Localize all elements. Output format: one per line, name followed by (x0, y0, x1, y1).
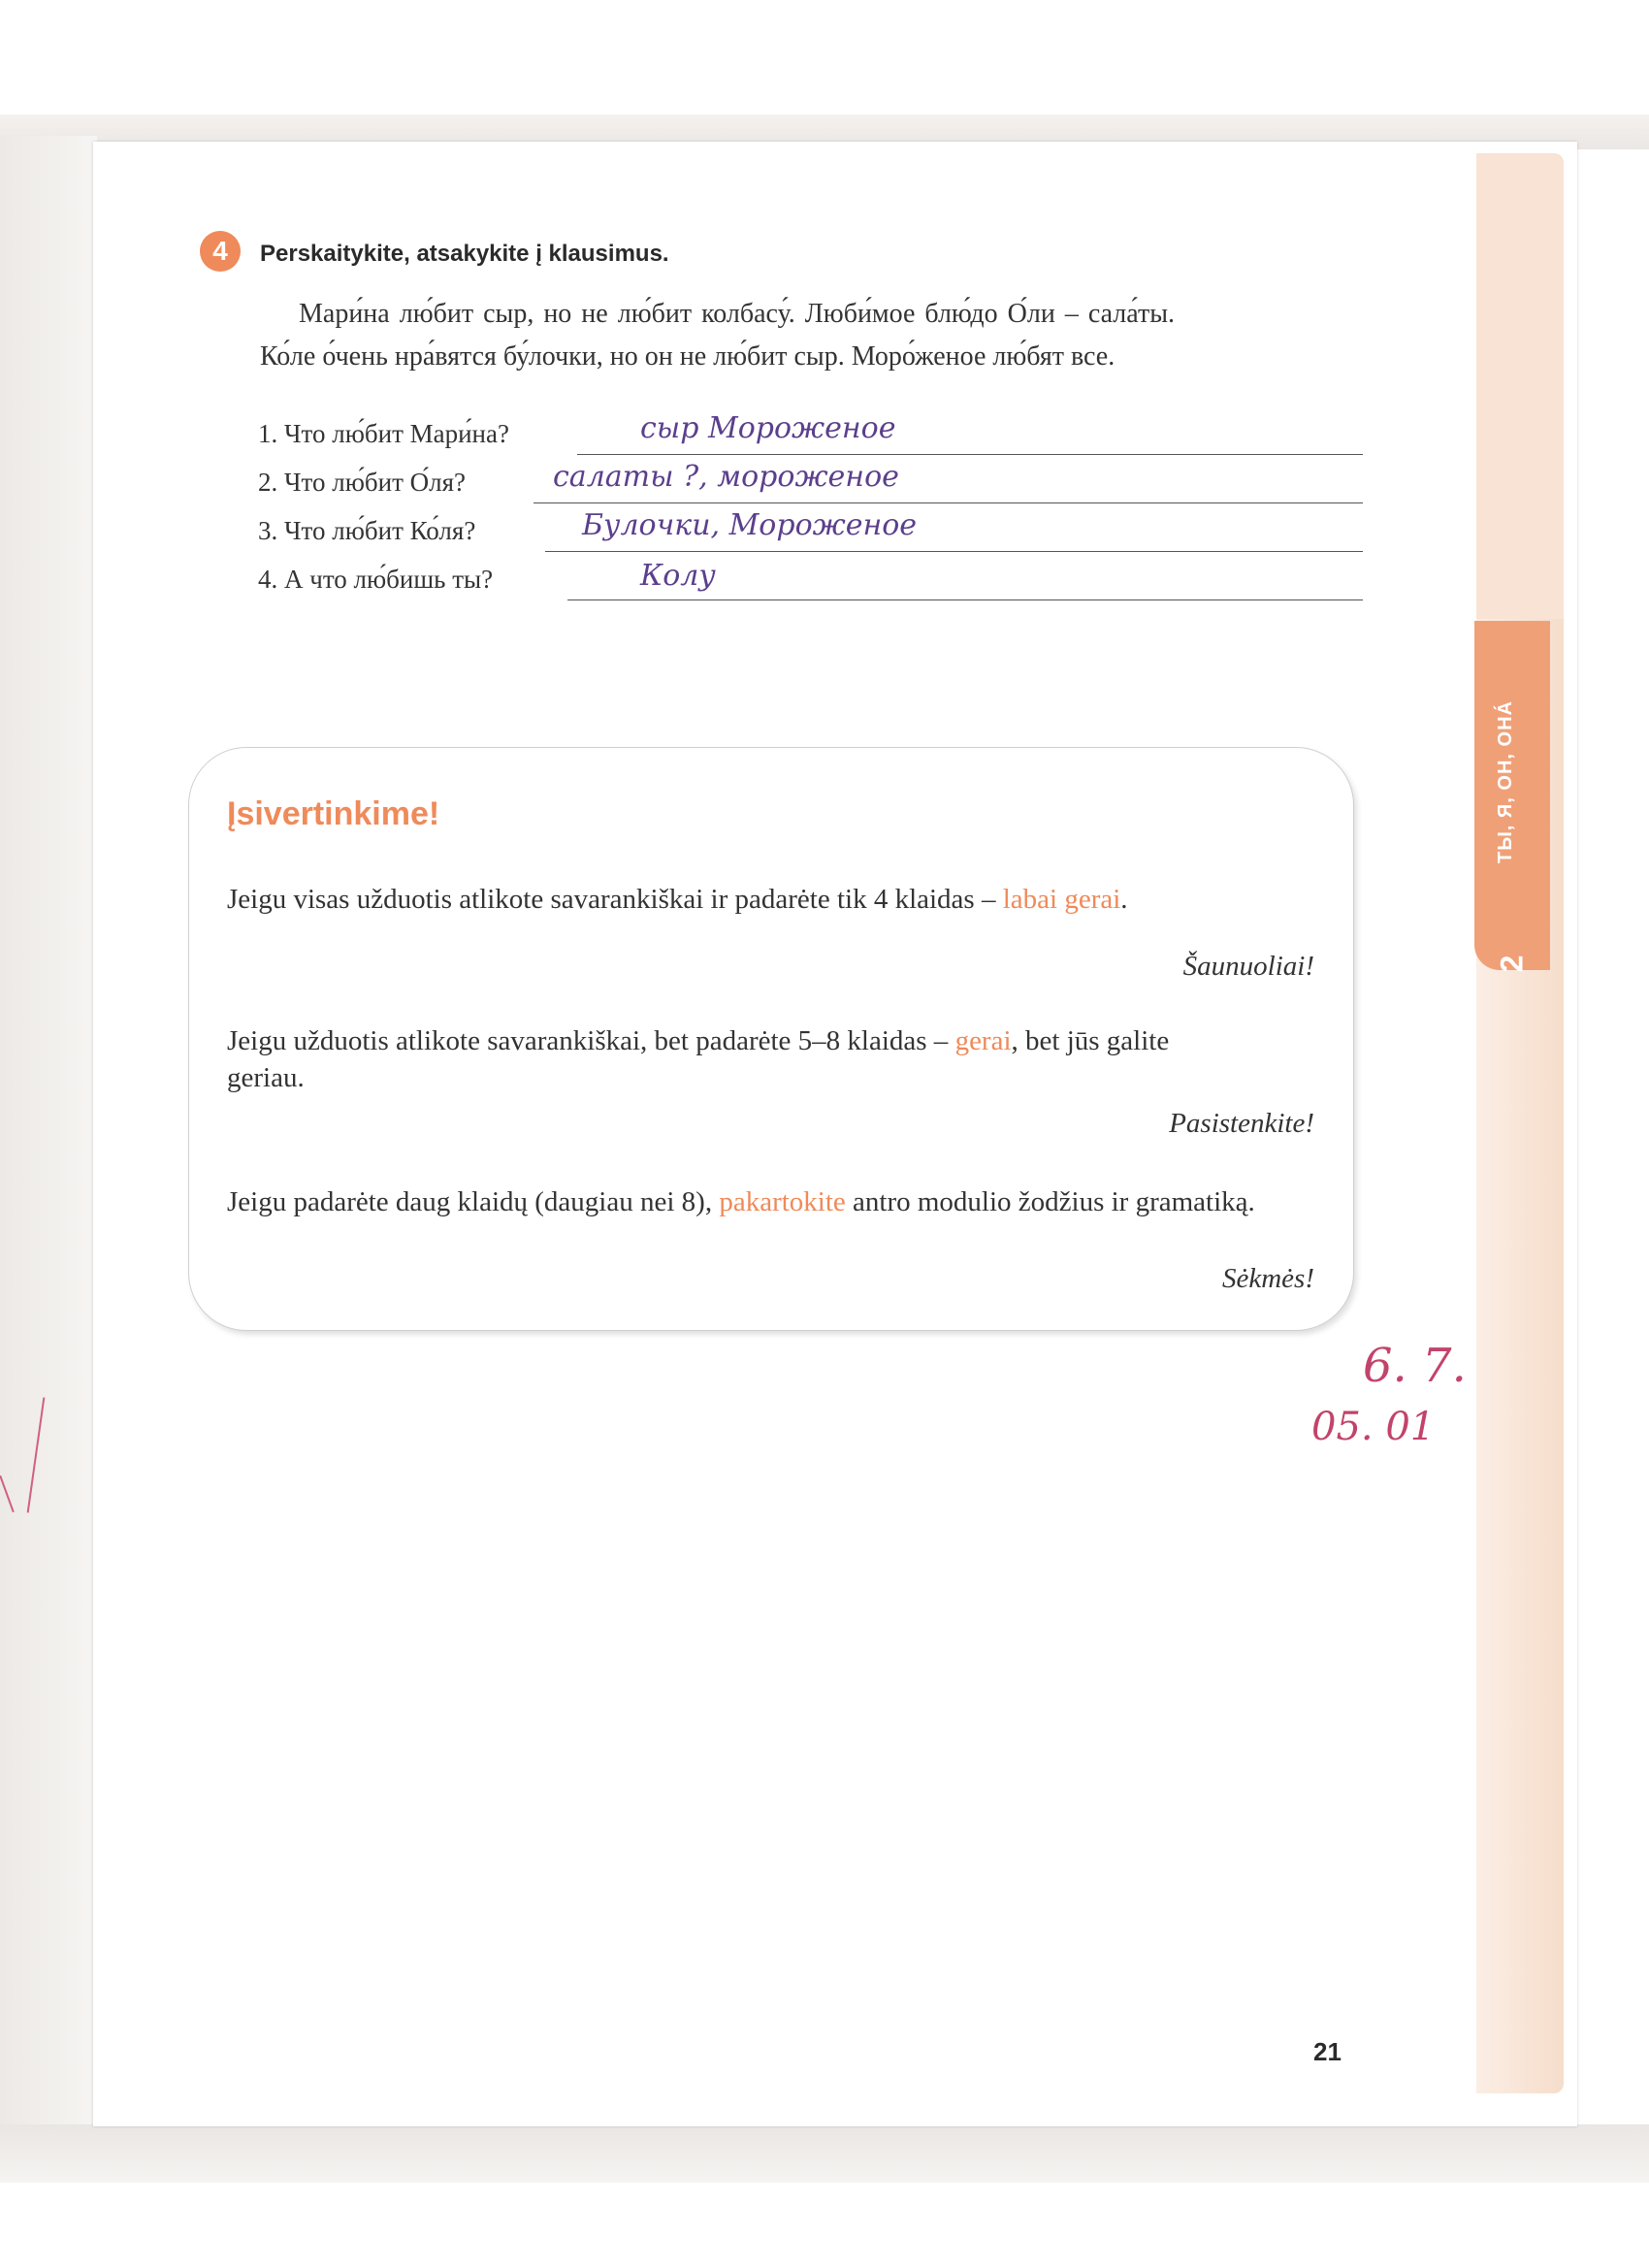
exercise-number-badge: 4 (200, 231, 241, 272)
self-evaluation-title: Įsivertinkime! (227, 795, 440, 832)
evaluation-text-part: , bet jūs galite geriau. (227, 1025, 1170, 1093)
evaluation-text (227, 1022, 1197, 1096)
answer-line (567, 599, 1363, 600)
evaluation-highlight: pakartokite (719, 1186, 846, 1217)
exercise-instruction: Perskaitykite, atsakykite į klausimus. (260, 241, 669, 267)
evaluation-sign: Šaunuoliai! (1182, 951, 1314, 982)
answer-line (577, 454, 1363, 455)
evaluation-text-part: Jeigu visas užduotis atlikote savarankiškai ir padarėte tik 4 klaidas – (227, 884, 1003, 915)
scan-edge-bottom (0, 2124, 1649, 2183)
teacher-grade-date: 05. 01 (1311, 1405, 1436, 1449)
handwritten-answer: Колу (640, 559, 716, 593)
teacher-grade: 6. 7. (1363, 1339, 1467, 1393)
evaluation-highlight: labai gerai (1002, 884, 1121, 915)
question-label: 3. Что лю́бит Ко́ля? (258, 516, 476, 545)
page-number: 21 (1313, 2037, 1342, 2066)
side-band-upper (1476, 153, 1564, 619)
question-label: 4. А что лю́бишь ты? (258, 565, 494, 594)
handwritten-answer: Булочки, Мороженое (582, 508, 918, 542)
question-label: 2. Что лю́бит О́ля? (258, 468, 466, 497)
chapter-tab-label: ТЫ, Я, ОН, ОНА́ (1495, 700, 1516, 863)
evaluation-text-part: Jeigu užduotis atlikote savarankiškai, bet padarėte 5–8 klaidas – (227, 1025, 955, 1056)
evaluation-sign: Sėkmės! (1221, 1263, 1314, 1294)
passage-line: Ко́ле о́чень нра́вятся бу́лочки, но он не лю́бит сыр. Моро́женое лю́бят все. (260, 341, 1116, 372)
evaluation-text (227, 881, 1313, 918)
evaluation-text-part: . (1120, 884, 1128, 915)
evaluation-sign: Pasistenkite! (1169, 1108, 1314, 1139)
scan-edge-left (0, 136, 97, 2134)
reading-passage (260, 293, 1375, 378)
evaluation-highlight: gerai (954, 1025, 1012, 1056)
passage-line: Мари́на лю́бит сыр, но не лю́бит колбасу́. Люби́мое блю́до О́ли – сала́ты. (299, 299, 1176, 329)
answer-line (534, 502, 1363, 503)
chapter-tab-number: 2 (1494, 955, 1530, 973)
handwritten-answer: сыр Мороженое (640, 411, 896, 445)
evaluation-text-part: Jeigu padarėte daug klaidų (daugiau nei 8), (227, 1186, 720, 1217)
evaluation-text (227, 1183, 1313, 1220)
evaluation-text-part: antro modulio žodžius ir gramatiką. (845, 1186, 1255, 1217)
question-label: 1. Что лю́бит Мари́на? (258, 419, 509, 448)
handwritten-answer: салаты ?, мороженое (553, 460, 899, 494)
answer-line (545, 551, 1363, 552)
